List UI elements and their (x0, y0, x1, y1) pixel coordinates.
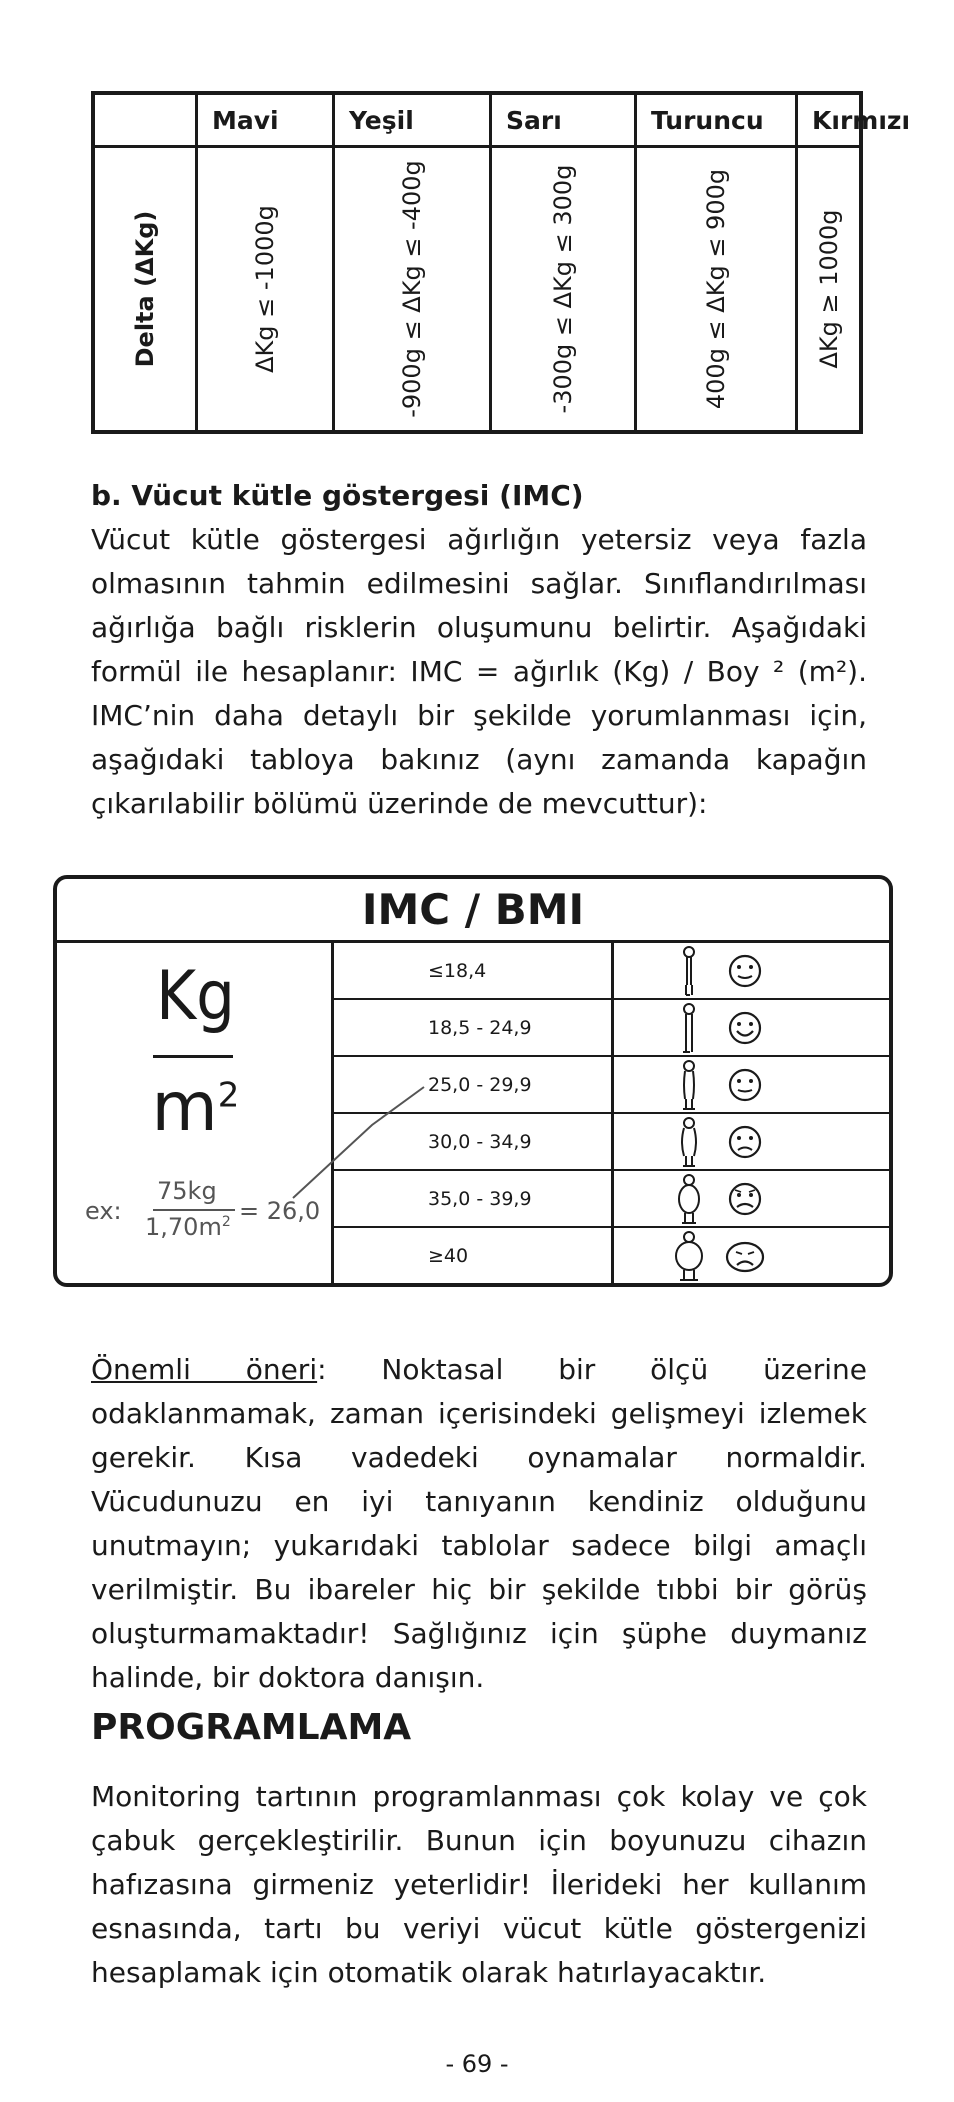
delta-row-label-cell (93, 147, 197, 433)
delta-cell-text: 400g ≤ ΔKg ≤ 900g (702, 168, 730, 410)
example-numerator: 75kg (157, 1177, 217, 1205)
formula-denominator (57, 1068, 334, 1147)
bmi-chart-title: IMC / BMI (57, 879, 889, 943)
advice-text: : Noktasal bir ölçü üzerine odaklanmamak, zaman içerisindeki gelişmeyi izlemek gerekir. Kısa vadedeki oynamalar normaldir. Vücudunuzu en iyi tanıyanın kendiniz olduğunu unutmayın; yukarıdaki tablolar sadece bilgi amaçlı verilmiştir. Bu ibareler hiç bir şekilde tıbbi bir görüş oluşturmamaktadır! Sağlığınız için şüphe duymanız halinde, bir doktora danışın. (91, 1353, 867, 1694)
example-denominator-base: 1,70m (145, 1213, 222, 1241)
delta-header-yesil: Yeşil (334, 93, 491, 147)
delta-header-sari: Sarı (491, 93, 636, 147)
normal-figure-icon (669, 1059, 709, 1111)
formula-exponent: 2 (217, 1075, 240, 1116)
delta-row-label: Delta (ΔKg) (131, 210, 159, 368)
stout-figure-icon (669, 1116, 709, 1168)
neutral-face-icon (724, 951, 766, 991)
unhappy-face-icon (724, 1122, 766, 1162)
bmi-row (334, 1000, 889, 1057)
delta-cell-text: ΔKg ≥ 1000g (814, 209, 843, 369)
bmi-range-rows (334, 943, 889, 1287)
worried-face-icon (724, 1179, 766, 1219)
bmi-row (334, 1228, 889, 1287)
thin-figure-icon (669, 1002, 709, 1054)
delta-cell-mavi (197, 147, 334, 433)
delta-table-header-row (93, 93, 861, 147)
delta-cell-sari (491, 147, 636, 433)
formula-denominator-base: m (151, 1068, 218, 1147)
bmi-row (334, 943, 889, 1000)
bmi-range-label: ≥40 (334, 1228, 614, 1287)
very-thin-figure-icon (669, 945, 709, 997)
bmi-row (334, 1114, 889, 1171)
programming-paragraph: Monitoring tartının programlanması çok kolay ve çok çabuk gerçekleştirilir. Bunun için boyunuzu cihazın hafızasına girmeniz yeterlidir! İlerideki her kullanım esnasında, tartı bu veriyi vücut kütle göstergenizi hesaplamak için otomatik olarak hatırlayacaktır. (91, 1780, 867, 1989)
bmi-range-label: 25,0 - 29,9 (334, 1057, 614, 1112)
delta-cell-kirmizi (797, 147, 862, 433)
delta-header-turuncu: Turuncu (636, 93, 797, 147)
delta-cell-text: -300g ≤ ΔKg ≤ 300g (549, 164, 577, 414)
example-denominator-exp: 2 (221, 1214, 231, 1230)
bmi-row (334, 1171, 889, 1228)
delta-header-mavi: Mavi (197, 93, 334, 147)
obese-figure-icon (669, 1230, 709, 1282)
example-denominator (145, 1213, 231, 1241)
bmi-formula-panel (57, 943, 334, 1287)
delta-table-row (93, 147, 861, 433)
bmi-range-label: 18,5 - 24,9 (334, 1000, 614, 1055)
programming-heading: PROGRAMLAMA (91, 1707, 412, 1748)
advice-paragraph (91, 1348, 867, 1700)
example-prefix: ex: (85, 1197, 122, 1225)
page-number: - 69 - (445, 2050, 509, 2078)
bmi-range-label: 35,0 - 39,9 (334, 1171, 614, 1226)
happy-face-icon (724, 1008, 766, 1048)
imc-paragraph: Vücut kütle göstergesi ağırlığın yetersiz veya fazla olmasının tahmin edilmesini sağlar. Sınıflandırılması ağırlığa bağlı risklerin oluşumunu belirtir. Aşağıdaki formül ile hesaplanır: IMC = ağırlık (Kg) / Boy ² (m²). IMC’nin daha detaylı bir şekilde yorumlanması için, aşağıdaki tabloya bakınız (aynı zamanda kapağın çıkarılabilir bölümü üzerinde de mevcuttur): (91, 523, 867, 820)
bmi-chart-box (53, 875, 893, 1287)
heavy-figure-icon (669, 1173, 709, 1225)
delta-header-empty (93, 93, 197, 147)
bmi-range-label: 30,0 - 34,9 (334, 1114, 614, 1169)
bmi-range-label: ≤18,4 (334, 943, 614, 998)
formula-fraction-line (153, 1055, 233, 1058)
example-result: = 26,0 (239, 1197, 321, 1225)
delta-cell-text: -900g ≤ ΔKg ≤ -400g (398, 160, 426, 418)
delta-cell-text: ΔKg ≤ -1000g (251, 205, 279, 373)
slight-smile-face-icon (724, 1065, 766, 1105)
delta-header-kirmizi: Kırmızı (797, 93, 862, 147)
advice-label: Önemli öneri (91, 1353, 318, 1386)
delta-cell-turuncu (636, 147, 797, 433)
example-fraction-line (153, 1209, 235, 1211)
bmi-row (334, 1057, 889, 1114)
sad-face-icon (724, 1236, 766, 1276)
formula-numerator: Kg (156, 957, 235, 1036)
delta-cell-yesil (334, 147, 491, 433)
imc-section-heading: b. Vücut kütle göstergesi (IMC) (91, 479, 584, 512)
delta-table (91, 91, 911, 434)
